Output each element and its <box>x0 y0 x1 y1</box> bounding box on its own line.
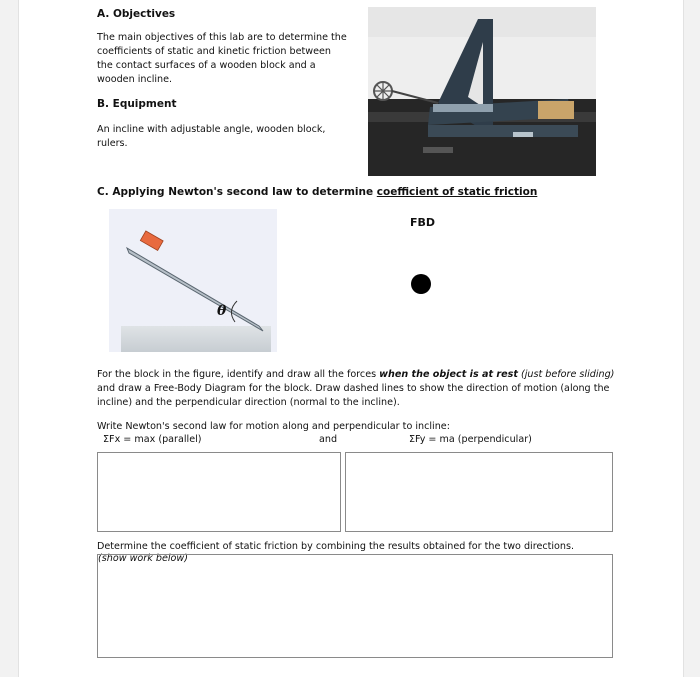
incline-diagram <box>109 209 277 352</box>
parallel-answer-box[interactable] <box>97 452 341 532</box>
eq-parallel: ΣFx = max (parallel) <box>103 434 202 445</box>
perpendicular-answer-box[interactable] <box>345 452 613 532</box>
determine-text: Determine the coefficient of static friction by combining the results obtained for the two directions. <box>97 541 575 552</box>
equipment-text: An incline with adjustable angle, wooden block, rulers. <box>97 124 326 149</box>
equipment-heading: B. Equipment <box>97 98 177 110</box>
fbd-label: FBD <box>410 216 436 229</box>
document-page <box>18 0 684 677</box>
show-work-label: (show work below) <box>98 553 188 564</box>
equipment-photo <box>368 7 596 176</box>
and-label: and <box>319 434 338 445</box>
instructions-paragraph: For the block in the figure, identify and draw all the forces when the object is at rest (just before sliding) and draw a Free-Body Diagram for the block. Draw dashed lines to show the direction of motion (along the incline) and the perpendicular direction (normal to the incline). <box>97 369 615 408</box>
block <box>140 231 163 251</box>
section-c-heading: C. Applying Newton's second law to determine coefficient of static friction <box>97 186 538 198</box>
eq-perpendicular: ΣFy = ma (perpendicular) <box>409 434 532 445</box>
work-answer-box[interactable] <box>97 554 613 658</box>
angle-label: θ <box>217 303 227 319</box>
fbd-object-dot <box>411 274 431 294</box>
objectives-heading: A. Objectives <box>97 8 176 20</box>
newton-intro: Write Newton's second law for motion along and perpendicular to incline: <box>97 421 450 432</box>
objectives-text: The main objectives of this lab are to determine the coefficients of static and kinetic friction between the contact surfaces of a wooden block and a wooden incline. <box>97 32 347 85</box>
